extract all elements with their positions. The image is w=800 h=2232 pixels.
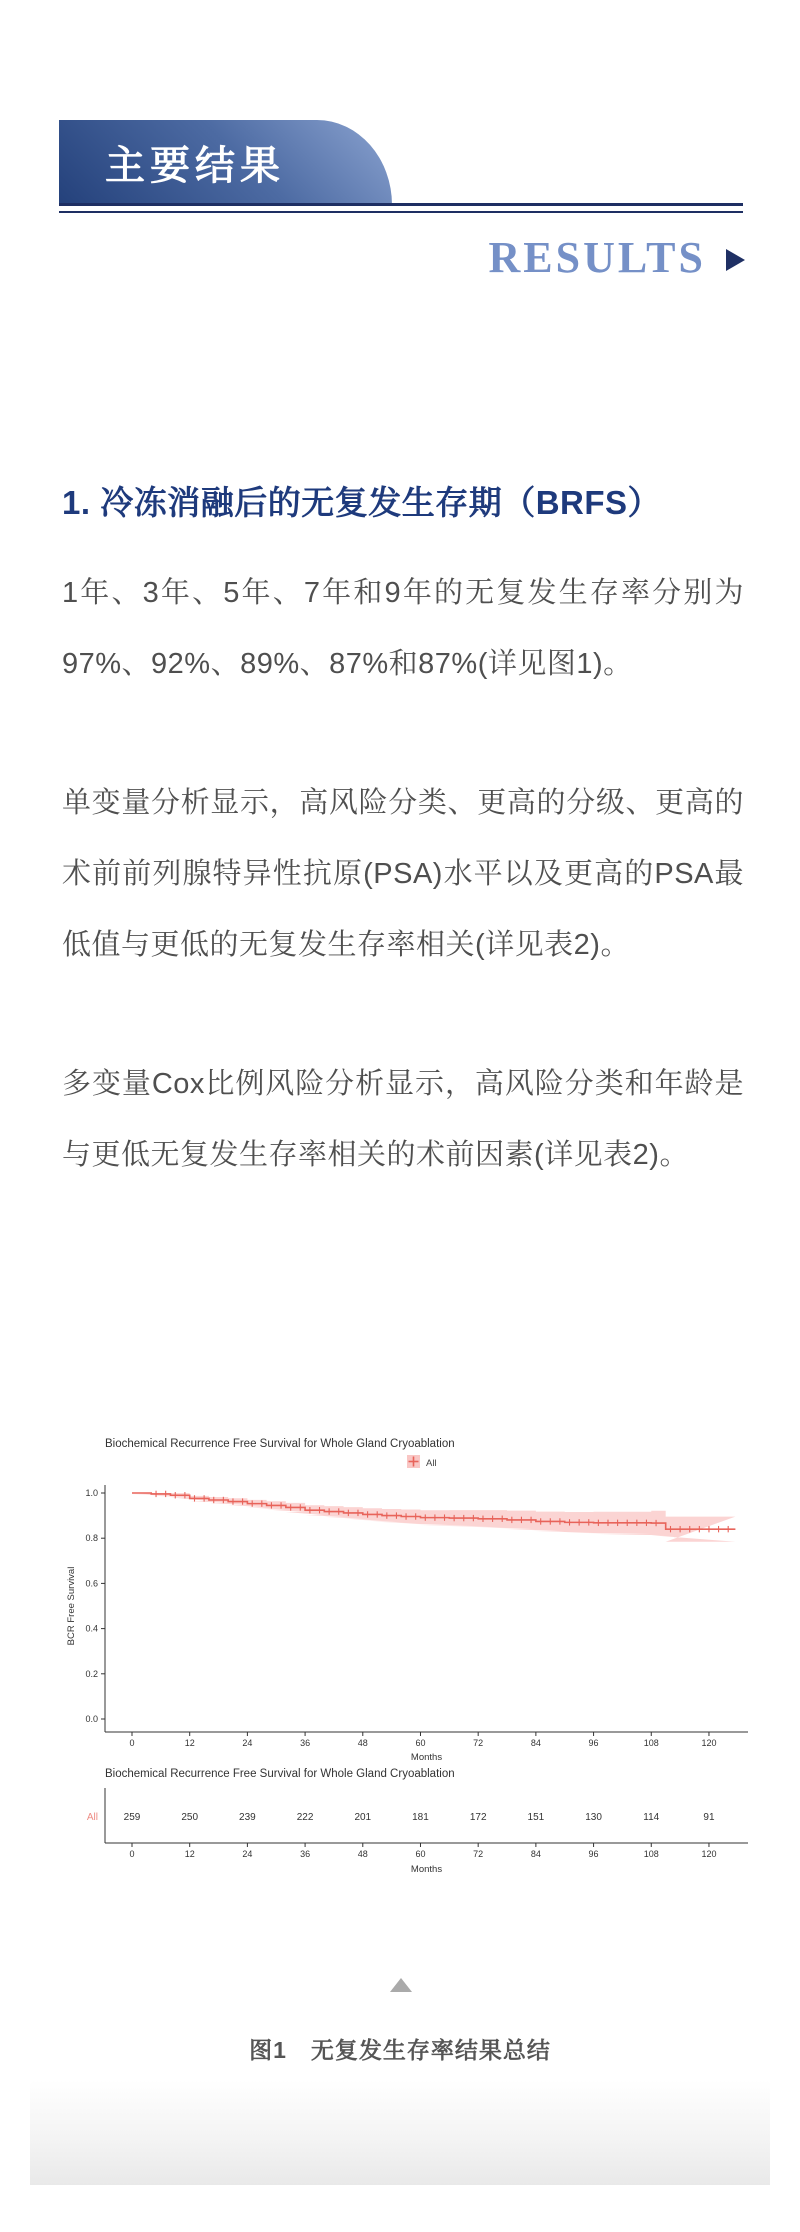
paragraph-multivariate: 多变量Cox比例风险分析显示，高风险分类和年龄是与更低无复发生存率相关的术前因素(详见表2)。 bbox=[62, 1068, 744, 1171]
x-tick-label: 12 bbox=[184, 1738, 195, 1748]
collapse-triangle-icon bbox=[390, 1978, 412, 1992]
risk-x-tick-label: 12 bbox=[184, 1849, 195, 1859]
x-tick-label: 96 bbox=[588, 1738, 599, 1748]
x-tick-label: 0 bbox=[129, 1738, 135, 1748]
risk-count: 201 bbox=[354, 1812, 372, 1823]
legend-label: All bbox=[426, 1458, 437, 1469]
section-heading: 1. 冷冻消融后的无复发生存期（BRFS） bbox=[62, 484, 662, 521]
risk-x-tick-label: 48 bbox=[357, 1849, 368, 1859]
risk-count: 130 bbox=[585, 1812, 602, 1823]
y-tick-label: 0.8 bbox=[85, 1533, 98, 1544]
y-tick-label: 0.6 bbox=[85, 1578, 98, 1589]
x-tick-label: 72 bbox=[473, 1738, 484, 1748]
y-tick-label: 0.2 bbox=[85, 1668, 98, 1679]
risk-x-tick-label: 36 bbox=[300, 1849, 311, 1859]
x-axis-title: Months bbox=[410, 1752, 443, 1763]
arrow-right-icon bbox=[726, 249, 745, 271]
risk-x-tick-label: 108 bbox=[643, 1849, 659, 1859]
banner-underline-thin bbox=[59, 211, 743, 213]
x-tick-label: 108 bbox=[643, 1738, 659, 1748]
risk-count: 151 bbox=[527, 1812, 545, 1823]
risk-x-tick-label: 120 bbox=[701, 1849, 717, 1859]
risk-count: 250 bbox=[181, 1812, 199, 1823]
km-chart-svg bbox=[60, 1425, 760, 1885]
paragraph-univariate: 单变量分析显示，高风险分类、更高的分级、更高的术前前列腺特异性抗原(PSA)水平以及更高的PSA最低值与更低的无复发生存率相关(详见表2)。 bbox=[62, 787, 744, 961]
section-banner bbox=[59, 120, 392, 205]
results-label: RESULTS bbox=[488, 233, 706, 282]
km-plot-title: Biochemical Recurrence Free Survival for Whole Gland Cryoablation bbox=[105, 1438, 455, 1450]
risk-table-title: Biochemical Recurrence Free Survival for Whole Gland Cryoablation bbox=[105, 1768, 455, 1780]
section-banner-title: 主要结果 bbox=[105, 143, 285, 188]
risk-x-tick-label: 0 bbox=[129, 1849, 135, 1859]
risk-count: 222 bbox=[296, 1812, 314, 1823]
risk-x-tick-label: 84 bbox=[530, 1849, 541, 1859]
x-tick-label: 36 bbox=[300, 1738, 311, 1748]
risk-count: 91 bbox=[703, 1812, 715, 1823]
figure-caption: 图1 无复发生存率结果总结 bbox=[249, 2037, 551, 2063]
risk-count: 181 bbox=[412, 1812, 429, 1823]
results-header bbox=[0, 233, 745, 282]
risk-count: 239 bbox=[239, 1812, 256, 1823]
paragraph-survival-rates: 1年、3年、5年、7年和9年的无复发生存率分别为97%、92%、89%、87%和87%(详见图1)。 bbox=[62, 577, 744, 680]
risk-count: 114 bbox=[643, 1812, 660, 1823]
next-section-gradient-panel bbox=[30, 2080, 770, 2185]
risk-count: 259 bbox=[123, 1812, 141, 1823]
x-tick-label: 60 bbox=[415, 1738, 426, 1748]
risk-row-label: All bbox=[86, 1812, 98, 1823]
x-tick-label: 24 bbox=[242, 1738, 253, 1748]
y-axis-title: BCR Free Survival bbox=[66, 1566, 77, 1646]
risk-x-tick-label: 60 bbox=[415, 1849, 426, 1859]
risk-x-axis-title: Months bbox=[410, 1864, 443, 1875]
x-tick-label: 84 bbox=[530, 1738, 541, 1748]
risk-x-tick-label: 96 bbox=[588, 1849, 599, 1859]
y-tick-label: 0.0 bbox=[85, 1714, 98, 1724]
y-tick-label: 0.4 bbox=[85, 1623, 98, 1634]
risk-x-tick-label: 24 bbox=[242, 1849, 253, 1859]
banner-underline-thick bbox=[59, 203, 743, 206]
section-content bbox=[62, 483, 744, 1259]
km-survival-figure bbox=[60, 1425, 760, 1885]
x-tick-label: 48 bbox=[357, 1738, 368, 1748]
y-tick-label: 1.0 bbox=[85, 1488, 98, 1498]
x-tick-label: 120 bbox=[701, 1738, 717, 1748]
risk-x-tick-label: 72 bbox=[473, 1849, 484, 1859]
risk-count: 172 bbox=[469, 1812, 487, 1823]
